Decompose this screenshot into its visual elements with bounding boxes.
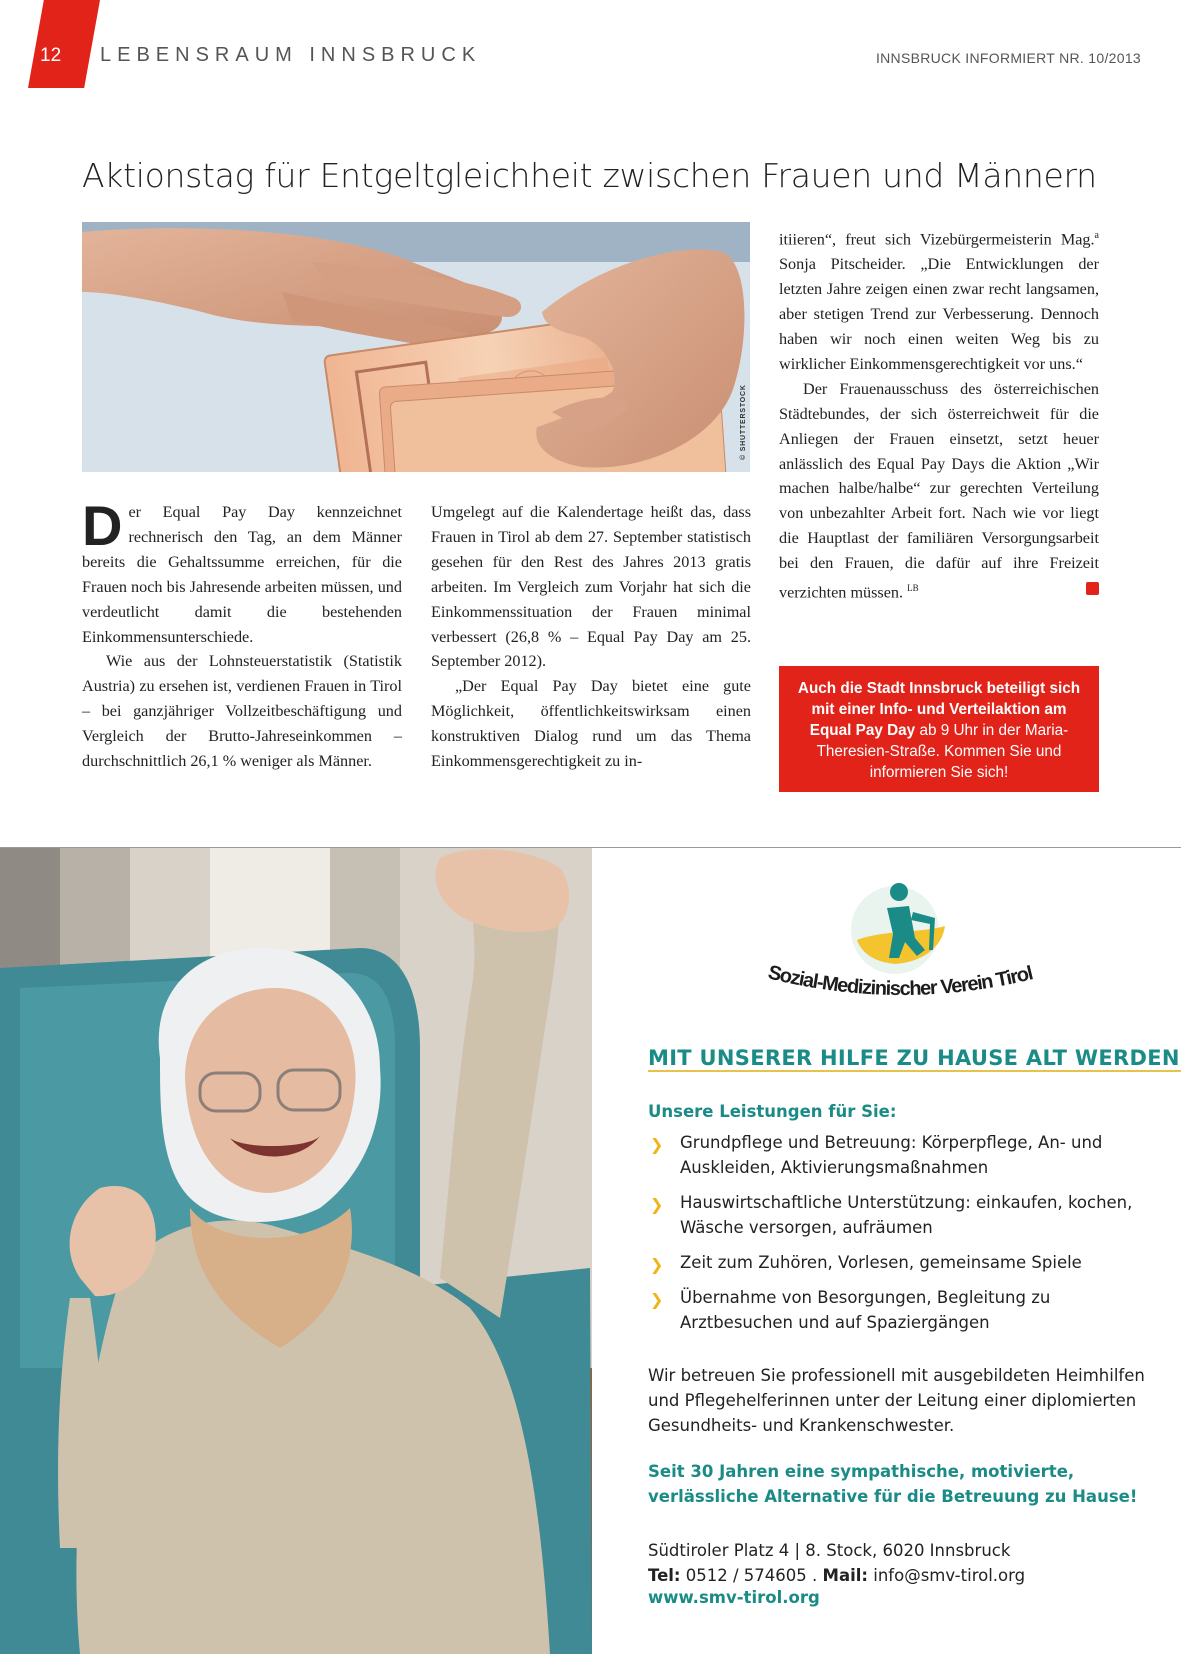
article-paragraph: Umgelegt auf die Kalendertage heißt das, dass Frauen in Tirol ab dem 27. September statistisch gesehen für den Rest des Jahres 2013 gratis arbeiten. Im Vergleich zum Vorjahr hat sich die Einkommenssituation der Frauen minimal verbessert (26,8 % – Equal Pay Day am 25. September 2012). — [431, 503, 751, 671]
ad-body-text: Wir betreuen Sie professionell mit ausgebildeten Heimhilfen und Pflegehelferinnen unter der Leitung einer diplomierten Gesundheits- und Krankenschwester. — [648, 1366, 1145, 1435]
service-item — [648, 1250, 1148, 1275]
ad-headline-rule — [648, 1070, 1181, 1072]
paragraph-text: Der Frauenausschuss des österreichischen Städtebundes, der sich österreichweit für die Anliegen der Frauen einsetzt, setzt heuer anlässlich des Equal Pay Days die Aktion „Wir machen halbe/halbe“ zur gerechten Verteilung von unbezahlter Arbeit fort. Nach wie vor liegt die Hauptlast der familiären Versorgungsarbeit bei den Frauen, die dafür auf ihre Freizeit verzichten müssen. — [779, 379, 1099, 602]
article-column-1 — [82, 494, 402, 774]
money-hands-illustration — [82, 222, 750, 472]
contact-line — [648, 1563, 1025, 1588]
tel-label: Tel: — [648, 1566, 681, 1585]
page-number-tab — [28, 0, 100, 88]
ad-headline: MIT UNSERER HILFE ZU HAUSE ALT WERDEN — [648, 1046, 1180, 1070]
service-item — [648, 1285, 1148, 1335]
service-text: Hauswirtschaftliche Unterstützung: einkaufen, kochen, Wäsche versorgen, aufräumen — [680, 1193, 1133, 1237]
paragraph-text: er Equal Pay Day kennzeichnet rechnerisch den Tag, an dem Männer bereits die Gehaltssumme erreichen, für die Frauen noch bis Jahresende arbeiten müssen, und verdeutlicht damit die bestehenden Einkommensunterschiede. — [82, 503, 402, 646]
elderly-woman-illustration — [0, 848, 592, 1654]
org-name-text: Sozial-Medizinischer Verein Tirol — [765, 964, 1036, 1001]
mail-label: Mail: — [822, 1566, 868, 1585]
ad-tagline: Seit 30 Jahren eine sympathische, motivierte, verlässliche Alternative für die Betreuung zu Hause! — [648, 1462, 1138, 1506]
chevron-right-icon: ❯ — [650, 1135, 664, 1154]
article-paragraph — [82, 494, 402, 649]
service-item — [648, 1190, 1148, 1240]
paragraph-text: itiieren“, freut sich Vizebürgermeisterin Mag. — [779, 230, 1095, 249]
phone-number[interactable]: 0512 / 574605 . — [680, 1566, 823, 1585]
chevron-right-icon: ❯ — [650, 1290, 664, 1309]
article-paragraph: „Der Equal Pay Day bietet eine gute Möglichkeit, öffentlichkeitswirksam einen konstruktiven Dialog rund um das Thema Einkommensgerechtigkeit zu in- — [431, 677, 751, 771]
article-headline: Aktionstag für Entgeltgleichheit zwischen Frauen und Männern — [82, 156, 1097, 195]
service-text: Übernahme von Besorgungen, Begleitung zu Arztbesuchen und auf Spaziergängen — [680, 1288, 1051, 1332]
event-info-bold: Auch die Stadt Innsbruck beteiligt sich mit einer Info- und Verteilaktion am Equal Pay Day — [797, 680, 1081, 739]
service-text: Grundpflege und Betreuung: Körperpflege, An- und Auskleiden, Aktivierungsmaßnahmen — [680, 1133, 1103, 1177]
chevron-right-icon: ❯ — [650, 1255, 664, 1274]
services-list — [648, 1130, 1148, 1345]
section-title: LEBENSRAUM INNSBRUCK — [100, 44, 482, 66]
paragraph-text: Sonja Pitscheider. „Die Entwicklungen der letzten Jahre zeigen einen zwar recht langsamen, aber stetigen Trend zur Verbesserung. Dennoch haben wir noch einen weiten Weg bis zu wirklicher Einkommensgerechtigkeit vor uns.“ — [779, 255, 1099, 373]
services-title: Unsere Leistungen für Sie: — [648, 1102, 897, 1121]
drop-cap: D — [82, 494, 123, 557]
event-info-box — [779, 666, 1099, 792]
contact-block — [648, 1538, 1025, 1588]
end-square-icon — [1086, 582, 1099, 595]
smv-logo-icon — [847, 878, 957, 976]
article-column-3 — [779, 224, 1099, 605]
issue-info: INNSBRUCK INFORMIERT NR. 10/2013 — [875, 50, 1141, 66]
smv-org-name — [762, 964, 1042, 1004]
event-info-text: ab 9 Uhr in der Maria-Theresien-Straße. Kommen Sie und informieren Sie sich! — [816, 722, 1069, 781]
author-initials: LB — [907, 583, 919, 594]
svg-text:Sozial-Medizinischer Verein Ti — [766, 964, 1036, 1000]
smv-advertisement — [592, 848, 1181, 1654]
address: Südtiroler Platz 4 | 8. Stock, 6020 Innsbruck — [648, 1541, 1011, 1560]
article-paragraph — [779, 377, 1099, 606]
superscript: a — [1094, 230, 1099, 241]
ad-photo-elderly-woman — [0, 848, 592, 1654]
website-link[interactable]: www.smv-tirol.org — [648, 1588, 820, 1607]
service-text: Zeit zum Zuhören, Vorlesen, gemeinsame Spiele — [680, 1253, 1082, 1272]
article-column-2 — [431, 500, 751, 774]
article-paragraph: Wie aus der Lohnsteuerstatistik (Statistik Austria) zu ersehen ist, verdienen Frauen in Tirol – bei ganzjähriger Vollzeitbeschäftigung und Vergleich der Brutto-Jahreseinkommen – durchschnittlich 26,1 % weniger als Männer. — [82, 652, 402, 771]
article-paragraph — [779, 224, 1099, 377]
email-address[interactable]: info@smv-tirol.org — [868, 1566, 1026, 1585]
service-item — [648, 1130, 1148, 1180]
photo-credit: © SHUTTERSTOCK — [740, 384, 747, 460]
chevron-right-icon: ❯ — [650, 1195, 664, 1214]
article-photo-money-hands — [82, 222, 750, 472]
page-number: 12 — [40, 45, 62, 66]
